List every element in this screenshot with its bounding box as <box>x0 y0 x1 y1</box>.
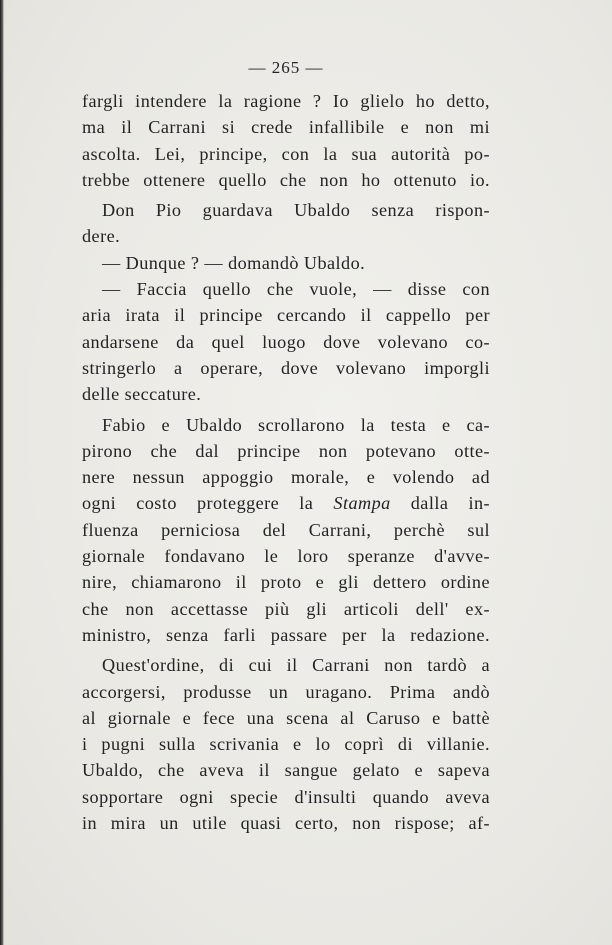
text-line: delle seccature. <box>82 384 202 405</box>
text-line: nire, chiamarono il proto e gli dettero ordine <box>82 572 490 593</box>
text-line: Fabio e Ubaldo scrollarono la testa e ca- <box>102 414 490 435</box>
text-line: pirono che dal principe non potevano otte- <box>82 440 490 461</box>
text-line: in mira un utile quasi certo, non rispose; af- <box>82 813 490 834</box>
text-line: Don Pio guardava Ubaldo senza rispon- <box>102 200 490 221</box>
newspaper-title: Stampa <box>333 493 391 514</box>
text-segment: dalla in- <box>390 493 490 514</box>
text-line: i pugni sulla scrivania e lo coprì di villanie. <box>82 734 490 755</box>
text-line: giornale fondavano le loro speranze d'avve- <box>82 546 490 567</box>
text-line: aria irata il principe cercando il cappello per <box>82 305 490 326</box>
text-line: ma il Carrani si crede infallibile e non mi <box>82 117 490 138</box>
text-line: che non accettasse più gli articoli dell' ex- <box>82 598 490 619</box>
text-line: dere. <box>82 226 121 247</box>
text-line: fargli intendere la ragione ? Io glielo ho detto, <box>82 91 490 111</box>
text-line: al giornale e fece una scena al Caruso e battè <box>82 707 490 728</box>
text-line: ascolta. Lei, principe, con la sua autorità po- <box>82 143 490 164</box>
text-line: sopportare ogni specie d'insulti quando aveva <box>82 786 490 807</box>
text-line: — Faccia quello che vuole, — disse con <box>102 279 490 300</box>
text-line: nere nessun appoggio morale, e volendo ad <box>82 467 490 488</box>
text-line: stringerlo a operare, dove volevano imporgli <box>82 357 490 378</box>
body-text <box>82 88 490 836</box>
text-line: accorgersi, produsse un uragano. Prima andò <box>82 681 490 702</box>
text-line: andarsene da quel luogo dove volevano co- <box>82 331 490 352</box>
text-segment: ogni costo proteggere la <box>82 493 334 514</box>
text-line: Quest'ordine, di cui il Carrani non tardò a <box>102 655 490 676</box>
text-line: fluenza perniciosa del Carrani, perchè sul <box>82 519 490 540</box>
text-line: ministro, senza farli passare per la redazione. <box>82 624 490 645</box>
page-spine-edge <box>0 0 4 945</box>
text-line: Ubaldo, che aveva il sangue gelato e sapeva <box>82 760 490 781</box>
text-line <box>82 490 490 516</box>
page-number: — 265 — <box>248 58 324 77</box>
text-line: — Dunque ? — domandò Ubaldo. <box>102 252 366 273</box>
text-line: trebbe ottenere quello che non ho ottenuto io. <box>82 169 490 190</box>
